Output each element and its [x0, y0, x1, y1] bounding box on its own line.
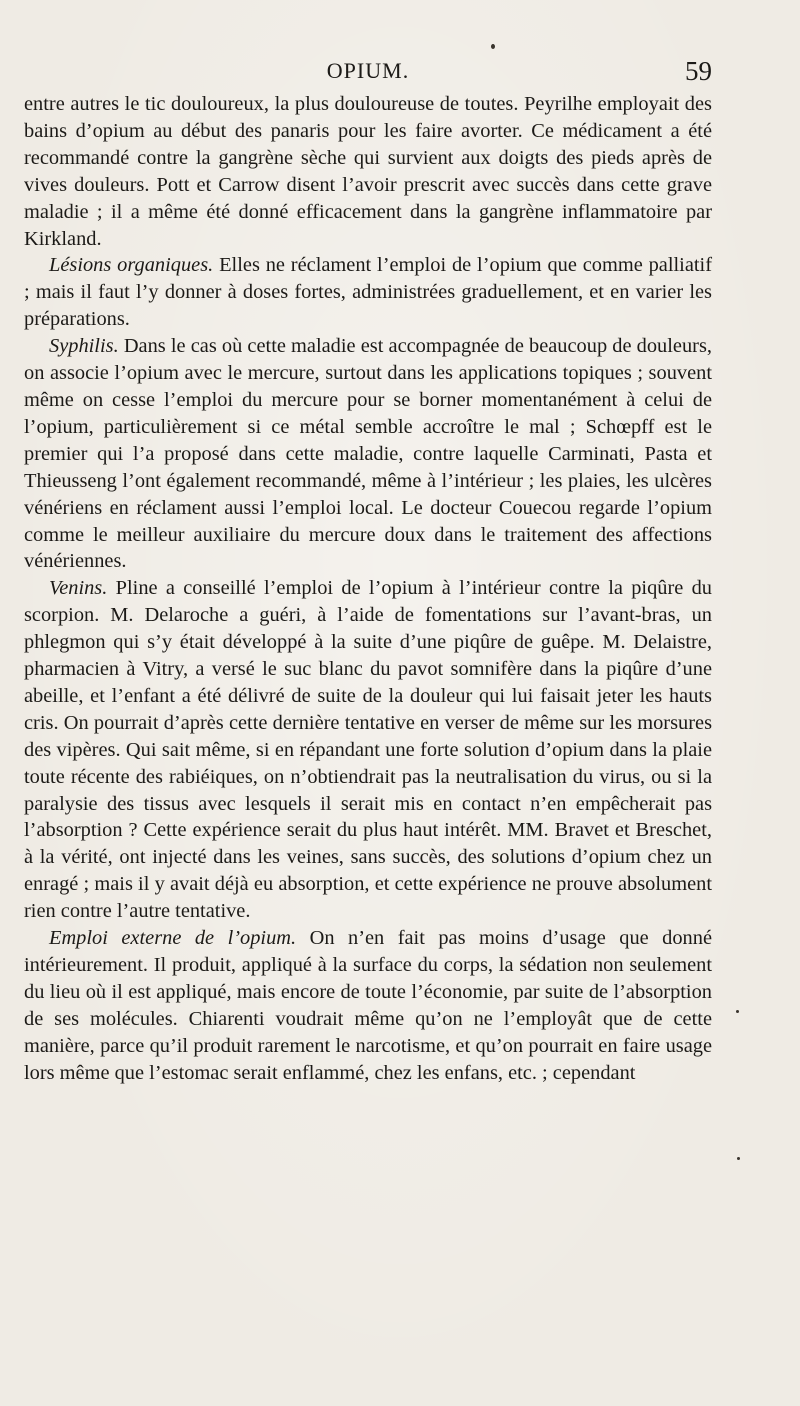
- paragraph-lead: Lésions organiques.: [49, 254, 214, 277]
- body-text: [24, 91, 712, 1087]
- paragraph-syphilis: [24, 333, 712, 575]
- running-title: OPIUM.: [326, 58, 410, 83]
- paragraph-lesions-organiques: [24, 252, 712, 333]
- paragraph-emploi-externe: [24, 925, 712, 1086]
- paragraph-text: Dans le cas où cette maladie est accompagnée de beaucoup de douleurs, on associe l’opium avec le mercure, surtout dans les applications topiques ; souvent même on cesse l’emploi du mercure pour se borner momentanément à celui de l’opium, particulièrement si ce métal semble accroître le mal ; Schœpff est le premier qui l’a proposé dans cette maladie, contre laquelle Carminati, Pasta et Thieusseng l’ont également recommandé, même à l’intérieur ; les plaies, les ulcères vénériens en réclament aussi l’emploi local. Le docteur Couecou regarde l’opium comme le meilleur auxiliaire du mercure doux dans le traitement des affections vénériennes.: [24, 335, 712, 573]
- page-header: [24, 58, 712, 92]
- paragraph-venins: [24, 575, 712, 925]
- ink-speck: [736, 1010, 739, 1013]
- ink-speck: [491, 44, 495, 49]
- paragraph-text: entre autres le tic douloureux, la plus douloureuse de toutes. Peyrilhe employait des bains d’opium au début des panaris pour les faire avorter. Ce médicament a été recommandé contre la gangrène sèche qui survient aux doigts des pieds après de vives douleurs. Pott et Carrow disent l’avoir prescrit avec succès dans cette grave maladie ; il a même été donné efficacement dans la gangrène inflammatoire par Kirkland.: [24, 93, 712, 250]
- paragraph-lead: Syphilis.: [49, 335, 119, 358]
- ink-speck: [737, 1157, 740, 1160]
- paragraph-continuation: [24, 91, 712, 252]
- paragraph-text: On n’en fait pas moins d’usage que donné intérieurement. Il produit, appliqué à la surface du corps, la sédation non seulement du lieu où il est appliqué, mais encore de toute l’économie, par suite de l’absorption de ses molécules. Chiarenti voudrait même qu’on ne l’employât que de cette manière, parce qu’il produit rarement le narcotisme, et qu’on pourrait en faire usage lors même que l’estomac serait enflammé, chez les enfans, etc. ; cependant: [24, 927, 713, 1084]
- page-number: 59: [685, 56, 712, 86]
- paragraph-text: Pline a conseillé l’emploi de l’opium à l’intérieur contre la piqûre du scorpion. M. Delaroche a guéri, à l’aide de fomentations sur l’avant-bras, un phlegmon qui s’y était développé à la suite d’une piqûre de guêpe. M. Delaistre, pharmacien à Vitry, a versé le suc blanc du pavot somnifère dans la piqûre d’une abeille, et l’enfant a été délivré de suite de la douleur qui lui faisait jeter les hauts cris. On pourrait d’après cette dernière tentative en verser de même sur les morsures des vipères. Qui sait même, si en répandant une forte solution d’opium dans la plaie toute récente des rabiéiques, on n’obtiendrait pas la neutralisation du virus, ou si la paralysie des tissus avec lesquels il serait mis en contact n’en empêcherait pas l’absorption ? Cette expérience serait du plus haut intérêt. MM. Bravet et Breschet, à la vérité, ont injecté dans les veines, sans succès, des solutions d’opium chez un enragé ; mais il y avait déjà eu absorption, et cette expérience ne prouve absolument rien contre l’autre tentative.: [24, 577, 712, 923]
- paragraph-lead: Venins.: [49, 577, 108, 600]
- paragraph-lead: Emploi externe de l’opium.: [49, 927, 297, 950]
- paragraph-text: Elles ne réclament l’emploi de l’opium que comme palliatif ; mais il faut l’y donner à doses fortes, administrées graduellement, et en varier les préparations.: [24, 254, 713, 331]
